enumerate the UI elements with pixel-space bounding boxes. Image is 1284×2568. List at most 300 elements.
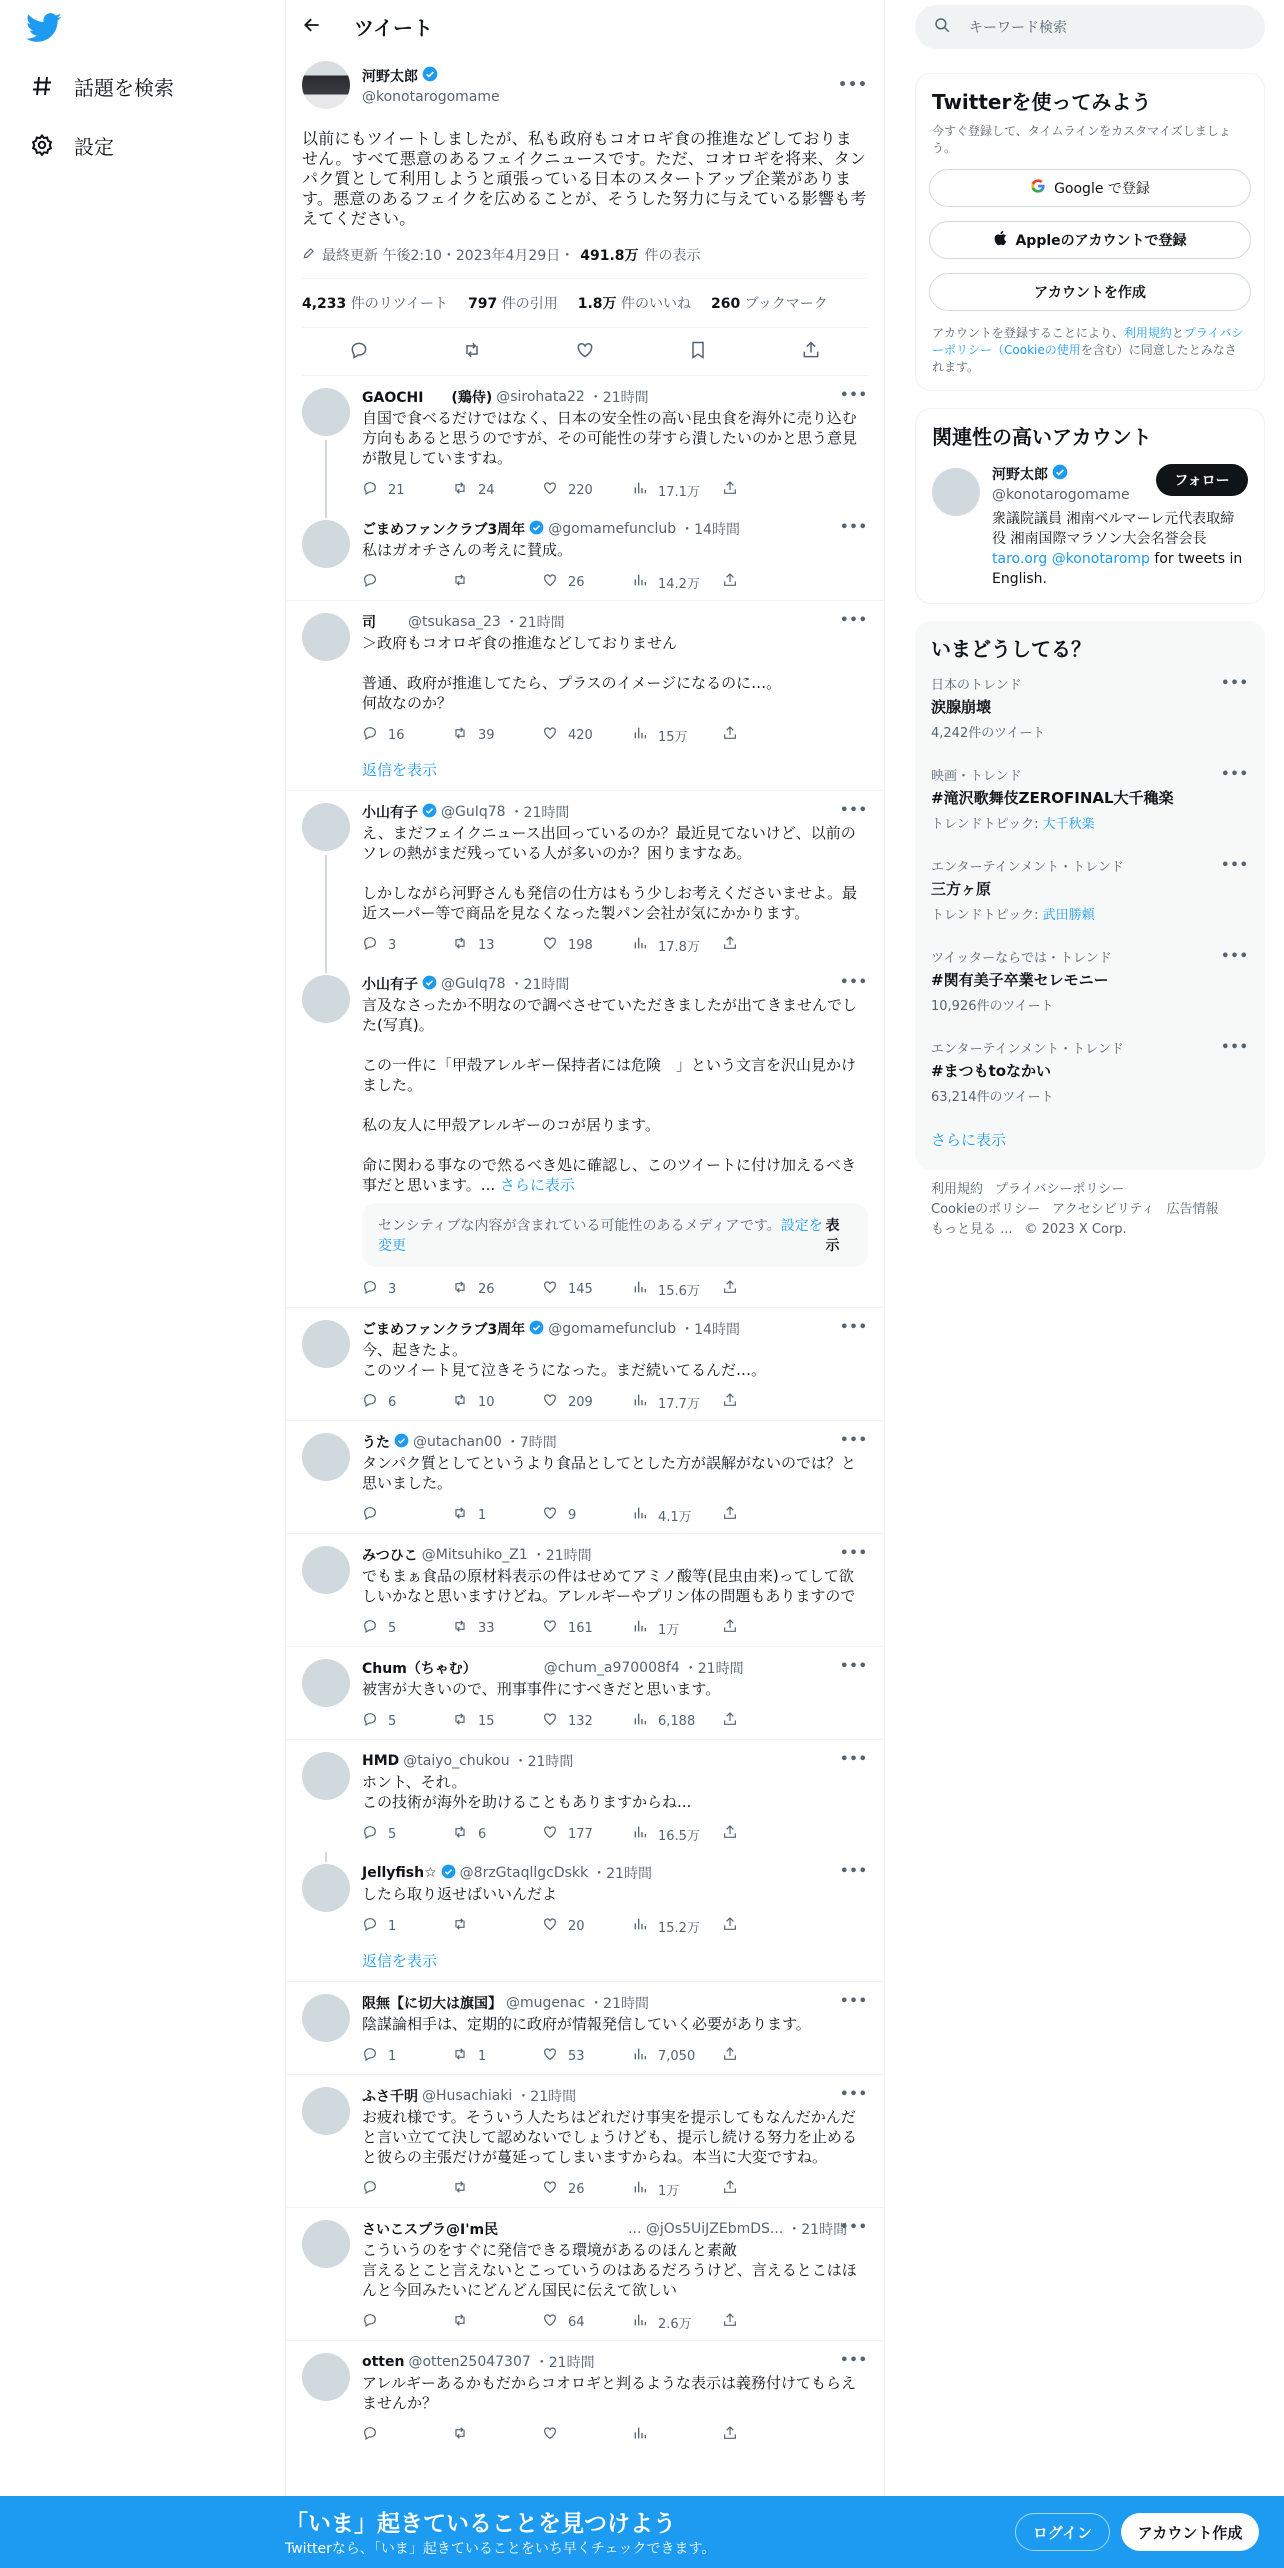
reply-text: 私はガオチさんの考えに賛成。 bbox=[362, 541, 573, 559]
reply-author-handle[interactable]: @GuIq78 bbox=[441, 804, 506, 820]
views-count: 1万 bbox=[658, 2183, 680, 2199]
reply-time[interactable]: ・21時間 bbox=[509, 805, 570, 821]
more-options-icon[interactable]: ••• bbox=[840, 2087, 868, 2102]
retweet-count: 33 bbox=[478, 1620, 495, 1636]
reply-author-name[interactable]: 小山有子 bbox=[362, 805, 418, 821]
more-options-icon[interactable]: ••• bbox=[838, 77, 868, 93]
like-count: 20 bbox=[568, 1918, 585, 1934]
views-button[interactable] bbox=[632, 1824, 722, 1844]
views-label: 件の表示 bbox=[644, 248, 701, 264]
reply-text: 陰謀論相手は、定期的に政府が情報発信していく必要があります。 bbox=[362, 2015, 811, 2033]
login-button[interactable]: ログイン bbox=[1015, 2513, 1110, 2551]
retweet-icon bbox=[452, 572, 468, 592]
footer-cookie[interactable]: Cookieのポリシー bbox=[931, 1202, 1041, 1217]
footer-terms[interactable]: 利用規約 bbox=[931, 1182, 984, 1197]
reply-author-name[interactable]: 限無【に切大は旗国】 bbox=[362, 1996, 502, 2012]
like-button[interactable] bbox=[542, 1618, 632, 1638]
share-icon bbox=[722, 1279, 738, 1299]
avatar[interactable] bbox=[302, 1320, 350, 1368]
reply-author-handle[interactable]: @8rzGtaqllgcDskk bbox=[459, 1865, 589, 1881]
like-icon bbox=[542, 480, 558, 500]
more-options-icon[interactable]: ••• bbox=[840, 613, 868, 628]
reply-tweet[interactable] bbox=[286, 1308, 884, 1420]
trend-item[interactable] bbox=[915, 935, 1265, 1026]
more-options-icon[interactable]: ••• bbox=[840, 1659, 868, 1674]
reply-time[interactable]: ・21時間 bbox=[592, 1866, 652, 1882]
avatar[interactable] bbox=[302, 975, 350, 1023]
views-icon bbox=[632, 2312, 648, 2332]
avatar[interactable] bbox=[302, 803, 350, 851]
like-button[interactable] bbox=[542, 480, 632, 500]
footer-privacy[interactable]: プライバシーポリシー bbox=[995, 1182, 1125, 1197]
reply-button[interactable] bbox=[362, 2046, 452, 2066]
like-button[interactable] bbox=[542, 1279, 632, 1299]
share-button[interactable] bbox=[722, 2046, 738, 2066]
reply-time[interactable]: ・21時間 bbox=[516, 2089, 577, 2105]
reply-count: 3 bbox=[388, 1281, 397, 1297]
avatar[interactable] bbox=[932, 468, 980, 516]
reply-count: 5 bbox=[388, 1713, 397, 1729]
share-button[interactable] bbox=[722, 1279, 738, 1299]
share-icon bbox=[722, 1618, 738, 1638]
views-button[interactable] bbox=[632, 1505, 722, 1525]
create-account-button[interactable]: アカウントを作成 bbox=[929, 273, 1251, 311]
share-button[interactable] bbox=[722, 1505, 738, 1525]
trends-show-more[interactable]: さらに表示 bbox=[931, 1131, 1007, 1149]
like-icon bbox=[542, 1505, 558, 1525]
views-icon bbox=[632, 1505, 648, 1525]
reply-button[interactable] bbox=[362, 2425, 452, 2445]
views-icon bbox=[632, 480, 648, 500]
reply-tweet[interactable] bbox=[286, 2075, 884, 2207]
reply-author-handle[interactable]: @Mitsuhiko_Z1 bbox=[421, 1547, 528, 1563]
reply-button[interactable] bbox=[362, 1618, 452, 1638]
reply-button[interactable] bbox=[362, 2179, 452, 2199]
views-icon bbox=[632, 2425, 648, 2445]
retweet-count: 26 bbox=[478, 1281, 495, 1297]
reply-time[interactable]: ・21時間 bbox=[588, 390, 649, 406]
gear-icon bbox=[28, 131, 56, 159]
show-media-button[interactable]: 表示 bbox=[825, 1218, 840, 1254]
avatar[interactable] bbox=[302, 2087, 350, 2135]
retweet-button[interactable] bbox=[452, 2425, 542, 2445]
retweet-icon bbox=[452, 2046, 468, 2066]
share-button[interactable] bbox=[722, 1711, 738, 1731]
views-button[interactable] bbox=[632, 1392, 722, 1412]
share-icon bbox=[722, 725, 738, 745]
views-button[interactable] bbox=[632, 2425, 722, 2445]
like-button[interactable] bbox=[542, 572, 632, 592]
avatar[interactable] bbox=[302, 1433, 350, 1481]
terms-link[interactable]: 利用規約 bbox=[1123, 326, 1172, 340]
retweet-button[interactable] bbox=[452, 480, 542, 500]
retweet-button[interactable] bbox=[452, 1279, 542, 1299]
retweet-button[interactable] bbox=[452, 935, 542, 955]
like-icon bbox=[542, 2425, 558, 2445]
more-options-icon[interactable]: ••• bbox=[840, 975, 868, 990]
reply-tweet[interactable] bbox=[286, 1647, 884, 1739]
reply-author-handle[interactable]: @Husachiaki bbox=[422, 2088, 513, 2104]
reply-tweet[interactable] bbox=[286, 1982, 884, 2074]
signup-subtitle: 今すぐ登録して、タイムラインをカスタマイズしましょう。 bbox=[932, 124, 1231, 155]
share-button[interactable] bbox=[722, 1824, 738, 1844]
bio-link-handle[interactable]: @konotaromp bbox=[1051, 551, 1150, 567]
reply-author-handle[interactable]: @tsukasa_23 bbox=[408, 614, 501, 630]
reply-icon bbox=[362, 1505, 378, 1525]
reply-time[interactable]: ・21時間 bbox=[531, 1548, 592, 1564]
reply-author-name[interactable]: みつひこ bbox=[362, 1548, 418, 1564]
share-icon[interactable] bbox=[801, 340, 821, 364]
reply-count: 21 bbox=[388, 482, 405, 498]
like-count: 9 bbox=[568, 1507, 577, 1523]
show-replies-link[interactable]: 返信を表示 bbox=[362, 761, 438, 779]
reply-author-name[interactable]: Chum（ちゃむ） bbox=[362, 1661, 540, 1677]
reply-author-name[interactable]: ごまめファンクラブ3周年 bbox=[362, 522, 526, 538]
reply-icon bbox=[362, 572, 378, 592]
show-more-link[interactable]: さらに表示 bbox=[499, 1176, 575, 1194]
footer-more[interactable]: もっと見る ... bbox=[931, 1222, 1013, 1237]
reply-button[interactable] bbox=[362, 935, 452, 955]
like-button[interactable] bbox=[542, 1824, 632, 1844]
views-icon bbox=[632, 725, 648, 745]
more-options-icon[interactable]: ••• bbox=[840, 388, 868, 403]
views-button[interactable] bbox=[632, 1711, 722, 1731]
like-count: 198 bbox=[568, 937, 593, 953]
reply-icon[interactable] bbox=[349, 340, 369, 364]
avatar[interactable] bbox=[302, 1752, 350, 1800]
views-button[interactable] bbox=[632, 2312, 722, 2332]
views-button[interactable] bbox=[632, 935, 722, 955]
like-button[interactable] bbox=[542, 1916, 632, 1936]
reply-author-handle[interactable]: @gomamefunclub bbox=[548, 521, 677, 537]
views-button[interactable] bbox=[632, 1279, 722, 1299]
views-button[interactable] bbox=[632, 2046, 722, 2066]
reply-button[interactable] bbox=[362, 1824, 452, 1844]
trend-item[interactable] bbox=[915, 844, 1265, 935]
reply-tweet[interactable] bbox=[286, 1421, 884, 1533]
views-icon bbox=[632, 1824, 648, 1844]
share-button[interactable] bbox=[722, 2425, 738, 2445]
likes-stat[interactable]: 1.8万 件のいいね bbox=[577, 296, 692, 312]
avatar[interactable] bbox=[302, 61, 350, 109]
trend-topic-link[interactable]: 大千秋楽 bbox=[1042, 817, 1095, 832]
views-button[interactable] bbox=[632, 572, 722, 592]
like-icon bbox=[542, 2312, 558, 2332]
change-settings-link[interactable]: 設定を変更 bbox=[378, 1218, 823, 1254]
bio-link-site[interactable]: taro.org bbox=[992, 551, 1048, 567]
trend-name: 三方ヶ原 bbox=[931, 880, 992, 898]
nav-explore-label: 話題を検索 bbox=[74, 75, 174, 100]
more-options-icon[interactable]: ••• bbox=[840, 520, 868, 535]
more-options-icon[interactable]: ••• bbox=[840, 1994, 868, 2009]
reply-tweet[interactable] bbox=[286, 1852, 884, 1944]
retweet-icon[interactable] bbox=[462, 340, 482, 364]
retweet-button[interactable] bbox=[452, 1916, 542, 1936]
reply-icon bbox=[362, 935, 378, 955]
trend-category: エンターテインメント・トレンド bbox=[931, 860, 1124, 875]
reply-time[interactable]: ・21時間 bbox=[504, 615, 565, 631]
reply-button[interactable] bbox=[362, 1916, 452, 1936]
views-button[interactable] bbox=[632, 480, 722, 500]
reply-author-name[interactable]: ごまめファンクラブ3周年 bbox=[362, 1322, 526, 1338]
share-icon bbox=[722, 1824, 738, 1844]
share-button[interactable] bbox=[722, 935, 738, 955]
more-options-icon[interactable]: ••• bbox=[840, 1546, 868, 1561]
reply-time[interactable]: ・21時間 bbox=[683, 1661, 744, 1677]
edited-timestamp[interactable]: 最終更新 午後2:10・2023年4月29日・ bbox=[322, 248, 575, 264]
reply-tweet[interactable] bbox=[286, 1740, 884, 1852]
more-options-icon[interactable]: ••• bbox=[1221, 949, 1249, 964]
like-button[interactable] bbox=[542, 2179, 632, 2199]
like-button[interactable] bbox=[542, 1505, 632, 1525]
views-icon bbox=[632, 935, 648, 955]
reply-tweet[interactable] bbox=[286, 601, 884, 753]
reply-time[interactable]: ・21時間 bbox=[534, 2355, 595, 2371]
more-options-icon[interactable]: ••• bbox=[840, 1864, 868, 1879]
twitter-logo-icon[interactable] bbox=[26, 13, 62, 43]
share-button[interactable] bbox=[722, 1392, 738, 1412]
search-icon bbox=[933, 16, 951, 38]
reply-button[interactable] bbox=[362, 1711, 452, 1731]
verified-badge-icon bbox=[422, 66, 438, 86]
like-icon[interactable] bbox=[575, 340, 595, 364]
retweet-count: 1 bbox=[478, 1507, 487, 1523]
reply-author-handle[interactable]: @mugenac bbox=[506, 1995, 586, 2011]
views-button[interactable] bbox=[632, 2179, 722, 2199]
reply-button[interactable] bbox=[362, 1392, 452, 1412]
reply-author-handle[interactable]: @taiyo_chukou bbox=[403, 1753, 510, 1769]
share-icon bbox=[722, 1392, 738, 1412]
sensitive-text: センシティブな内容が含まれている可能性のあるメディアです。 bbox=[378, 1218, 781, 1234]
share-button[interactable] bbox=[722, 2179, 738, 2199]
trend-item[interactable] bbox=[915, 1026, 1265, 1117]
share-button[interactable] bbox=[722, 480, 738, 500]
reply-author-handle[interactable]: @utachan00 bbox=[413, 1434, 502, 1450]
nav-settings-label: 設定 bbox=[74, 134, 114, 159]
reply-author-handle[interactable]: @GuIq78 bbox=[441, 976, 506, 992]
reply-icon bbox=[362, 725, 378, 745]
reply-count: 5 bbox=[388, 1826, 397, 1842]
more-options-icon[interactable]: ••• bbox=[1221, 676, 1249, 691]
share-icon bbox=[722, 480, 738, 500]
reply-button[interactable] bbox=[362, 1279, 452, 1299]
reply-author-name[interactable]: うた bbox=[362, 1435, 390, 1451]
views-count: 491.8万 bbox=[580, 248, 639, 264]
more-options-icon[interactable]: ••• bbox=[840, 1433, 868, 1448]
retweet-button[interactable] bbox=[452, 1392, 542, 1412]
retweet-button[interactable] bbox=[452, 2046, 542, 2066]
retweet-button[interactable] bbox=[452, 572, 542, 592]
reply-author-handle[interactable]: ... @jOs5UiJZEbmDS... bbox=[628, 2221, 784, 2237]
avatar[interactable] bbox=[302, 1546, 350, 1594]
more-options-icon[interactable]: ••• bbox=[840, 2220, 868, 2235]
reply-action-bar bbox=[362, 1610, 868, 1646]
avatar[interactable] bbox=[302, 1864, 350, 1912]
retweet-button[interactable] bbox=[452, 1824, 542, 1844]
reply-time[interactable]: ・7時間 bbox=[505, 1435, 557, 1451]
reply-author-name[interactable]: HMD bbox=[362, 1753, 400, 1769]
reply-author-name[interactable]: 小山有子 bbox=[362, 977, 418, 993]
like-button[interactable] bbox=[542, 725, 632, 745]
reply-time[interactable]: ・21時間 bbox=[513, 1754, 574, 1770]
related-name[interactable]: 河野太郎 bbox=[992, 467, 1048, 483]
reply-icon bbox=[362, 2179, 378, 2199]
more-options-icon[interactable]: ••• bbox=[840, 803, 868, 818]
trend-subtext: トレンドトピック: 大千秋楽 bbox=[931, 817, 1095, 832]
nav-explore[interactable] bbox=[28, 62, 174, 110]
back-arrow-icon[interactable] bbox=[302, 15, 322, 39]
trend-category: エンターテインメント・トレンド bbox=[931, 1042, 1124, 1057]
retweet-button[interactable] bbox=[452, 2312, 542, 2332]
share-button[interactable] bbox=[722, 1618, 738, 1638]
reply-tweet[interactable] bbox=[286, 508, 884, 600]
bookmarks-stat[interactable]: 260 ブックマーク bbox=[711, 296, 828, 312]
footer-accessibility[interactable]: アクセシビリティ bbox=[1052, 1202, 1155, 1217]
reply-button[interactable] bbox=[362, 572, 452, 592]
more-options-icon[interactable]: ••• bbox=[840, 2353, 868, 2368]
author-handle[interactable]: @konotarogomame bbox=[362, 88, 500, 105]
avatar[interactable] bbox=[302, 2220, 350, 2268]
thread-line bbox=[325, 1852, 327, 1862]
reply-time[interactable]: ・21時間 bbox=[589, 1996, 649, 2012]
reply-author-name[interactable]: 司 bbox=[362, 615, 404, 631]
views-count: 2.6万 bbox=[658, 2316, 692, 2332]
hashtag-icon bbox=[28, 72, 56, 100]
retweet-count: 1 bbox=[478, 2048, 487, 2064]
reply-icon bbox=[362, 1824, 378, 1844]
retweet-icon bbox=[452, 2312, 468, 2332]
retweet-button[interactable] bbox=[452, 1711, 542, 1731]
reply-time[interactable]: ・14時間 bbox=[680, 522, 740, 538]
more-options-icon[interactable]: ••• bbox=[1221, 1040, 1249, 1055]
reply-author-name[interactable]: Jellyfish☆ bbox=[362, 1865, 437, 1881]
right-sidebar bbox=[915, 0, 1265, 1250]
google-signup-button[interactable] bbox=[929, 169, 1251, 207]
more-options-icon[interactable]: ••• bbox=[840, 1320, 868, 1335]
reply-time[interactable]: ・21時間 bbox=[787, 2222, 848, 2238]
reply-author-handle[interactable]: @chum_a970008f4 bbox=[543, 1660, 680, 1676]
reply-button[interactable] bbox=[362, 725, 452, 745]
reply-tweet[interactable] bbox=[286, 376, 884, 508]
reply-button[interactable] bbox=[362, 1505, 452, 1525]
avatar[interactable] bbox=[302, 520, 350, 568]
views-button[interactable] bbox=[632, 725, 722, 745]
like-button[interactable] bbox=[542, 1392, 632, 1412]
reply-icon bbox=[362, 1711, 378, 1731]
retweet-button[interactable] bbox=[452, 1618, 542, 1638]
reply-button[interactable] bbox=[362, 2312, 452, 2332]
reply-time[interactable]: ・14時間 bbox=[680, 1322, 740, 1338]
reply-author-handle[interactable]: @gomamefunclub bbox=[548, 1321, 677, 1337]
reply-action-bar bbox=[362, 717, 868, 753]
trend-item[interactable] bbox=[915, 753, 1265, 844]
more-options-icon[interactable]: ••• bbox=[1221, 858, 1249, 873]
reply-author-handle[interactable]: @otten25047307 bbox=[408, 2354, 531, 2370]
related-handle[interactable]: @konotarogomame bbox=[992, 487, 1130, 503]
verified-badge-icon bbox=[422, 975, 437, 994]
privacy-link[interactable]: プライバシーポリシー（Cookieの使用 bbox=[932, 326, 1244, 357]
share-button[interactable] bbox=[722, 1916, 738, 1936]
avatar[interactable] bbox=[302, 1659, 350, 1707]
google-icon bbox=[1030, 178, 1046, 198]
like-count: 209 bbox=[568, 1394, 593, 1410]
reply-author-name[interactable]: さいこスプラ@I'm民 bbox=[362, 2222, 625, 2238]
like-button[interactable] bbox=[542, 935, 632, 955]
share-button[interactable] bbox=[722, 725, 738, 745]
avatar[interactable] bbox=[302, 1994, 350, 2042]
trend-subtext: 4,242件のツイート bbox=[931, 726, 1046, 741]
thread-line bbox=[325, 440, 327, 512]
reply-tweet[interactable] bbox=[286, 2341, 884, 2453]
views-count: 17.8万 bbox=[658, 939, 700, 955]
reply-tweet[interactable] bbox=[286, 791, 884, 963]
apple-signup-button[interactable] bbox=[929, 221, 1251, 259]
retweet-button[interactable] bbox=[452, 725, 542, 745]
views-button[interactable] bbox=[632, 1618, 722, 1638]
tweet-meta bbox=[302, 245, 868, 279]
like-button[interactable] bbox=[542, 2046, 632, 2066]
retweet-button[interactable] bbox=[452, 1505, 542, 1525]
reply-author-handle[interactable]: @sirohata22 bbox=[496, 389, 585, 405]
retweet-button[interactable] bbox=[452, 2179, 542, 2199]
retweet-count: 13 bbox=[478, 937, 495, 953]
reply-count: 6 bbox=[388, 1394, 397, 1410]
share-button[interactable] bbox=[722, 572, 738, 592]
footer-ads[interactable]: 広告情報 bbox=[1166, 1202, 1219, 1217]
reply-author-name[interactable]: ふさ千明 bbox=[362, 2089, 418, 2105]
follow-button[interactable]: フォロー bbox=[1156, 464, 1248, 496]
bookmark-icon[interactable] bbox=[688, 340, 708, 364]
like-button[interactable] bbox=[542, 2312, 632, 2332]
search-input[interactable] bbox=[915, 5, 1265, 49]
reply-action-bar bbox=[362, 2171, 868, 2207]
main-column bbox=[285, 0, 885, 2568]
author-name[interactable]: 河野太郎 bbox=[362, 68, 418, 85]
signup-button[interactable]: アカウント作成 bbox=[1121, 2513, 1259, 2551]
share-button[interactable] bbox=[722, 2312, 738, 2332]
reply-author-name[interactable]: otten bbox=[362, 2354, 405, 2370]
like-count: 26 bbox=[568, 2181, 585, 2197]
reply-icon bbox=[362, 1392, 378, 1412]
avatar[interactable] bbox=[302, 613, 350, 661]
views-count: 4.1万 bbox=[658, 1509, 692, 1525]
trend-topic-link[interactable]: 武田勝頼 bbox=[1042, 908, 1095, 923]
reply-tweet[interactable] bbox=[286, 1534, 884, 1646]
reply-text: 被害が大きいので、刑事事件にすべきだと思います。 bbox=[362, 1680, 721, 1698]
reply-action-bar bbox=[362, 1271, 868, 1307]
views-button[interactable] bbox=[632, 1916, 722, 1936]
show-replies-link[interactable]: 返信を表示 bbox=[362, 1952, 438, 1970]
reply-tweet[interactable] bbox=[286, 963, 884, 1307]
retweet-icon bbox=[452, 2425, 468, 2445]
reply-time[interactable]: ・21時間 bbox=[509, 977, 570, 993]
more-options-icon[interactable]: ••• bbox=[840, 1752, 868, 1767]
edit-pencil-icon[interactable] bbox=[302, 246, 316, 264]
avatar[interactable] bbox=[302, 2353, 350, 2401]
reply-author-name[interactable]: GAOCHI (鶏侍) bbox=[362, 390, 493, 406]
more-options-icon[interactable]: ••• bbox=[1221, 767, 1249, 782]
trend-category: 映画・トレンド bbox=[931, 769, 1022, 784]
retweets-stat[interactable]: 4,233 件のリツイート bbox=[302, 296, 449, 312]
avatar[interactable] bbox=[302, 388, 350, 436]
like-button[interactable] bbox=[542, 2425, 632, 2445]
like-button[interactable] bbox=[542, 1711, 632, 1731]
trend-item[interactable] bbox=[915, 662, 1265, 753]
reply-button[interactable] bbox=[362, 480, 452, 500]
reply-tweet[interactable] bbox=[286, 2208, 884, 2340]
quotes-stat[interactable]: 797 件の引用 bbox=[468, 296, 558, 312]
nav-settings[interactable] bbox=[28, 121, 114, 169]
